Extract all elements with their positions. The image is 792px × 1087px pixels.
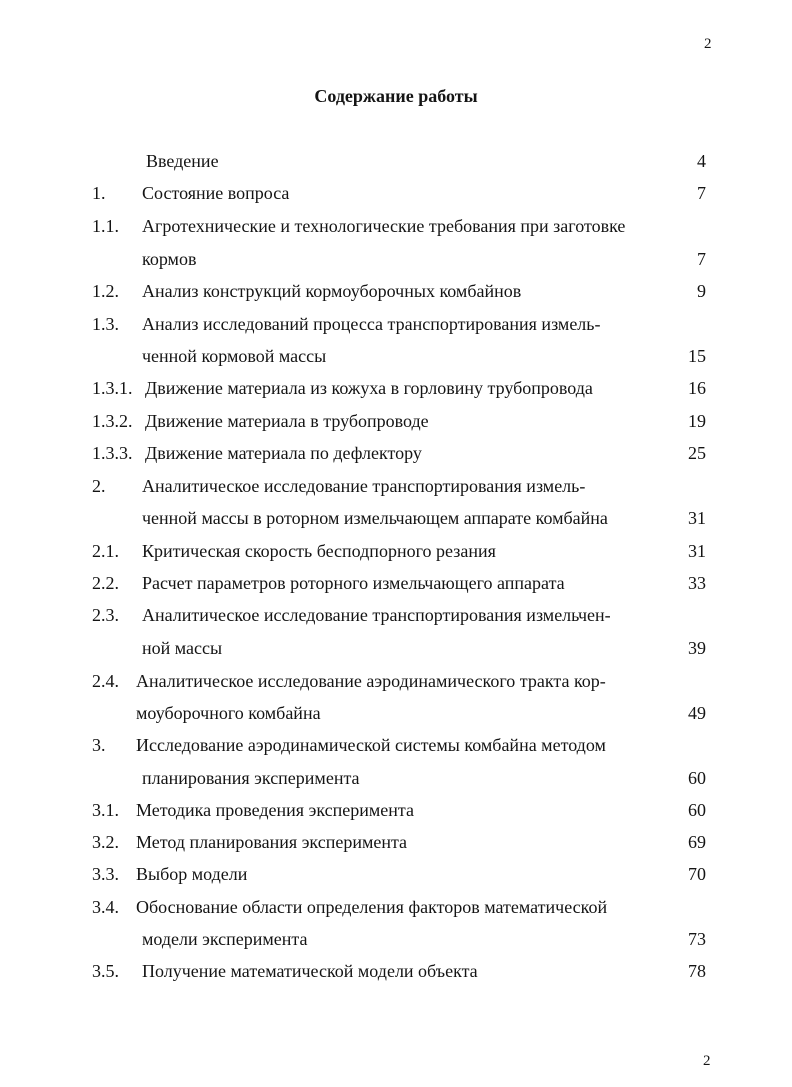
toc-row [0,698,792,728]
toc-row [0,795,792,825]
toc-row [0,633,792,663]
toc-row-title: Движение материала из кожуха в горловину трубопровода [145,378,593,398]
toc-row-page: 49 [688,703,706,723]
toc-row-page: 60 [688,800,706,820]
toc-row-title: Движение материала в трубопроводе [145,411,429,431]
toc-row-page: 7 [697,183,706,203]
toc-row-title: Обоснование области определения факторов математической [136,897,608,917]
toc-row-page: 7 [697,249,706,269]
toc-row-number: 2.3. [92,605,119,625]
toc-row-number: 1.3.1. [92,378,133,398]
toc-row-title: Критическая скорость бесподпорного резания [142,541,496,561]
toc-row [0,471,792,501]
toc-row-number: 3. [92,735,106,755]
toc-row [0,146,792,176]
toc-row-number: 2.2. [92,573,119,593]
toc-row-title: моуборочного комбайна [136,703,321,723]
toc-row [0,276,792,306]
toc-row-number: 1.1. [92,216,119,236]
page-number-bottom: 2 [703,1053,711,1069]
toc-row [0,373,792,403]
toc-row-number: 3.4. [92,897,119,917]
toc-row-title: Выбор модели [136,864,248,884]
toc-row-number: 2.1. [92,541,119,561]
toc-row [0,438,792,468]
toc-row-title: Методика проведения эксперимента [136,800,414,820]
toc-row [0,536,792,566]
toc-row-title: ченной массы в роторном измельчающем аппарате комбайна [142,508,608,528]
page-title: Содержание работы [314,86,478,106]
toc-row [0,666,792,696]
toc-row-number: 2. [92,476,106,496]
toc-row-title: Метод планирования эксперимента [136,832,408,852]
toc-row-title: Введение [146,151,219,171]
toc-row-page: 78 [688,961,706,981]
toc-row [0,244,792,274]
toc-row-title: планирования эксперимента [142,768,360,788]
toc-row-page: 4 [697,151,706,171]
toc-row-number: 1. [92,183,106,203]
toc-row-number: 1.2. [92,281,119,301]
toc-row-title: Агротехнические и технологические требования при заготовке [142,216,626,236]
toc-row-title: Движение материала по дефлектору [145,443,422,463]
toc-row-page: 16 [688,378,706,398]
toc-row [0,568,792,598]
toc-row [0,211,792,241]
toc-row-page: 19 [688,411,706,431]
toc-row-title: Аналитическое исследование транспортирования измель- [142,476,586,496]
toc-row-title: Анализ конструкций кормоуборочных комбайнов [142,281,522,301]
toc-row-title: Получение математической модели объекта [142,961,478,981]
toc-row-title: Аналитическое исследование транспортирования измельчен- [142,605,611,625]
toc-row-page: 15 [688,346,706,366]
toc-row [0,859,792,889]
toc-row-title: модели эксперимента [142,929,308,949]
toc-row [0,406,792,436]
toc-row-page: 39 [688,638,706,658]
toc-row-title: Расчет параметров роторного измельчающего аппарата [142,573,565,593]
toc-row [0,600,792,630]
toc-row-title: кормов [142,249,197,269]
toc-row-page: 31 [688,508,706,528]
toc-row-page: 60 [688,768,706,788]
toc-row-number: 1.3. [92,314,119,334]
toc-row-title: ной массы [142,638,223,658]
toc-row-page: 33 [688,573,706,593]
toc-row [0,827,792,857]
toc-row-number: 3.1. [92,800,119,820]
toc-row [0,341,792,371]
toc-row-page: 70 [688,864,706,884]
toc-row-number: 2.4. [92,671,119,691]
toc-row-number: 1.3.3. [92,443,133,463]
toc-row [0,956,792,986]
toc-row-page: 69 [688,832,706,852]
toc-row-page: 31 [688,541,706,561]
toc-row-number: 1.3.2. [92,411,133,431]
toc-row-title: Состояние вопроса [142,183,290,203]
toc-row [0,730,792,760]
toc-row [0,763,792,793]
toc-row [0,892,792,922]
toc-row [0,924,792,954]
page-number-top: 2 [704,36,712,52]
toc-row [0,309,792,339]
toc-row [0,178,792,208]
toc-row-number: 3.2. [92,832,119,852]
toc-row-page: 25 [688,443,706,463]
toc-row-page: 73 [688,929,706,949]
toc-row-number: 3.3. [92,864,119,884]
toc-row-title: Исследование аэродинамической системы комбайна методом [136,735,606,755]
toc-row-title: Аналитическое исследование аэродинамического тракта кор- [136,671,606,691]
toc-row-number: 3.5. [92,961,119,981]
toc-row [0,503,792,533]
toc-row-title: Анализ исследований процесса транспортирования измель- [142,314,601,334]
toc-row-title: ченной кормовой массы [142,346,327,366]
toc-row-page: 9 [697,281,706,301]
